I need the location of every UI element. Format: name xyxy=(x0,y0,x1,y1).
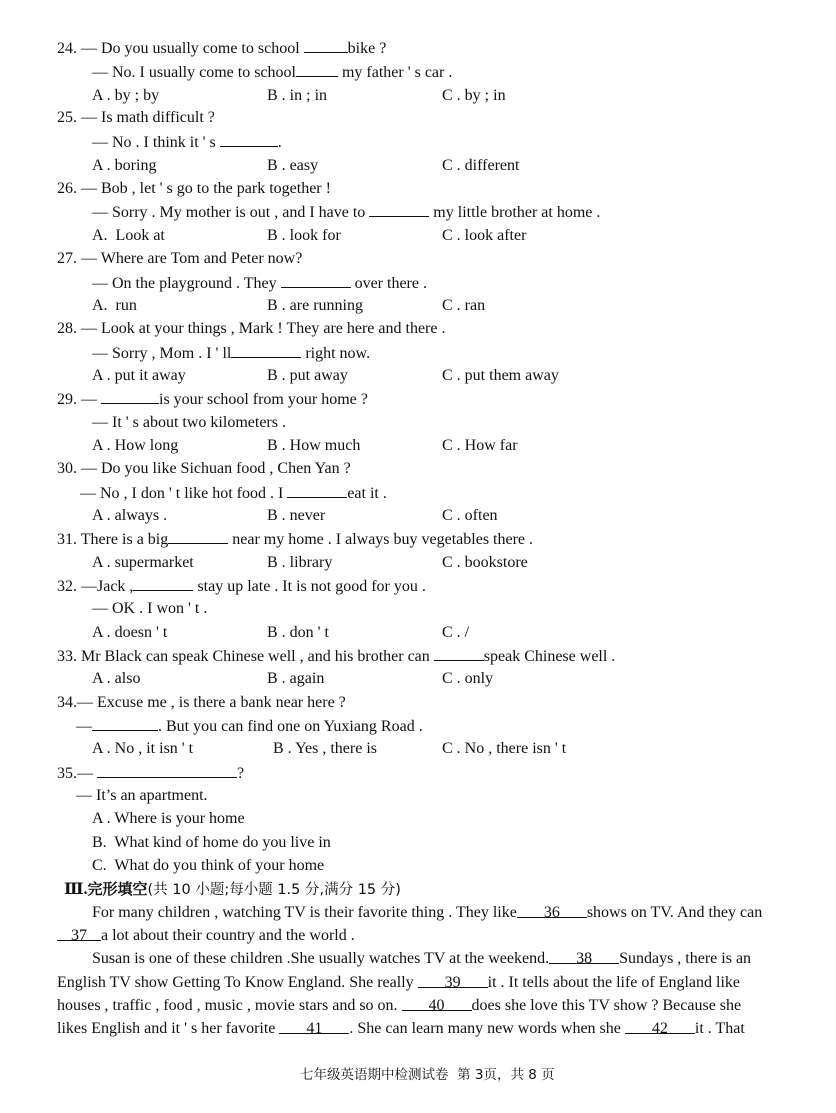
passage-line-1 xyxy=(92,903,762,923)
q31-option-b: B . library xyxy=(267,554,333,571)
q34-text: — Excuse me , is there a bank near here ? xyxy=(77,694,346,711)
passage-text: likes English and it ' s her favorite xyxy=(57,1020,280,1037)
q30-reply-text: — No , I don ' t like hot food . I xyxy=(80,485,288,502)
passage-text: . She can learn many new words when she xyxy=(349,1020,625,1037)
q35-option-b: B. What kind of home do you live in xyxy=(92,834,331,851)
q30-option-b: B . never xyxy=(267,507,326,524)
blank-36: 36 xyxy=(517,903,587,918)
q31-stem xyxy=(57,529,533,550)
blank-41: 41 xyxy=(279,1019,349,1034)
blank xyxy=(369,202,429,217)
q29-text-after: is your school from your home ? xyxy=(159,391,368,408)
q26-reply-after: my little brother at home . xyxy=(429,204,601,221)
q25-reply xyxy=(92,132,282,153)
q35-text: — xyxy=(77,765,97,782)
q35-reply: — It’s an apartment. xyxy=(76,787,208,804)
q32-number: 32. xyxy=(57,578,77,595)
section-title: 完形填空 xyxy=(87,880,148,898)
q34-reply-text: — xyxy=(76,718,92,735)
page-footer: 七年级英语期中检测试卷 第 3页，共 8 页 xyxy=(300,1067,555,1083)
q29-reply: — It ' s about two kilometers . xyxy=(92,414,286,431)
q29-stem xyxy=(57,389,368,410)
q30-reply-after: eat it . xyxy=(347,485,387,502)
q32-option-b: B . don ' t xyxy=(267,624,329,641)
q29-option-b: B . How much xyxy=(267,437,361,454)
q28-text: — Look at your things , Mark ! They are here and there . xyxy=(81,320,446,337)
q30-reply xyxy=(80,483,387,504)
q32-text: —Jack , xyxy=(81,578,134,595)
q33-text: Mr Black can speak Chinese well , and his brother can xyxy=(81,648,434,665)
q34-reply-after: . But you can find one on Yuxiang Road . xyxy=(158,718,423,735)
passage-text: Sundays , there is an xyxy=(619,950,752,967)
q33-option-a: A . also xyxy=(92,670,141,687)
q25-number: 25. xyxy=(57,109,77,126)
blank xyxy=(287,483,347,498)
q26-option-a: A. Look at xyxy=(92,227,165,244)
q33-stem xyxy=(57,646,615,667)
q24-option-c: C . by ; in xyxy=(442,87,506,104)
q33-option-c: C . only xyxy=(442,670,494,687)
q32-option-a: A . doesn ' t xyxy=(92,624,168,641)
q26-stem xyxy=(57,179,331,199)
passage-text: it . It tells about the life of England like xyxy=(487,974,741,991)
q35-text-after: ? xyxy=(237,765,245,782)
q32-option-c: C . / xyxy=(442,624,470,641)
passage-line-4 xyxy=(57,973,740,993)
blank-40: 40 xyxy=(402,996,472,1011)
q29-number: 29. xyxy=(57,391,77,408)
q27-text: — Where are Tom and Peter now? xyxy=(81,250,303,267)
q25-reply-after: . xyxy=(277,134,282,151)
q24-reply xyxy=(92,62,452,83)
q24-number: 24. xyxy=(57,40,77,57)
q34-option-a: A . No , it isn ' t xyxy=(92,740,194,757)
q28-reply xyxy=(92,343,370,364)
q32-stem xyxy=(57,576,426,597)
passage-text: does she love this TV show ? Because she xyxy=(471,997,742,1014)
q29-option-c: C . How far xyxy=(442,437,518,454)
q31-option-c: C . bookstore xyxy=(442,554,528,571)
section-number: Ⅲ. xyxy=(64,881,88,898)
q35-number: 35. xyxy=(57,765,77,782)
q24-option-a: A . by ; by xyxy=(92,87,160,104)
q24-text-after: bike ? xyxy=(347,40,387,57)
q31-text: There is a big xyxy=(80,531,169,548)
q30-number: 30. xyxy=(57,460,77,477)
q32-reply: — OK . I won ' t . xyxy=(92,600,208,617)
q28-reply-text: — Sorry , Mom . I ' ll xyxy=(92,345,232,362)
q25-option-c: C . different xyxy=(442,157,520,174)
q29-option-a: A . How long xyxy=(92,437,179,454)
passage-line-5 xyxy=(57,996,741,1016)
q27-option-c: C . ran xyxy=(442,297,486,314)
q33-number: 33. xyxy=(57,648,77,665)
blank xyxy=(220,132,278,147)
q24-stem xyxy=(57,38,386,59)
passage-text: houses , traffic , food , music , movie stars and so on. xyxy=(57,997,402,1014)
blank xyxy=(133,576,193,591)
q28-stem xyxy=(57,319,445,339)
q26-reply xyxy=(92,202,600,223)
q28-number: 28. xyxy=(57,320,77,337)
q27-reply-text: — On the playground . They xyxy=(92,275,281,292)
q26-text: — Bob , let ' s go to the park together ! xyxy=(81,180,331,197)
q35-option-c: C. What do you think of your home xyxy=(92,857,325,874)
q33-option-b: B . again xyxy=(267,670,325,687)
q34-stem xyxy=(57,693,346,713)
passage-text: Susan is one of these children .She usually watches TV at the weekend. xyxy=(92,950,550,967)
q25-option-b: B . easy xyxy=(267,157,319,174)
q28-option-b: B . put away xyxy=(267,367,348,384)
q28-option-c: C . put them away xyxy=(442,367,559,384)
passage-text: it . That xyxy=(694,1020,745,1037)
blank xyxy=(281,273,351,288)
passage-text: English TV show Getting To Know England. She really xyxy=(57,974,418,991)
blank-37: 37 xyxy=(57,926,101,941)
blank xyxy=(97,763,237,778)
blank-42: 42 xyxy=(625,1019,695,1034)
blank xyxy=(304,38,348,53)
blank xyxy=(168,529,228,544)
blank xyxy=(101,389,159,404)
q30-stem xyxy=(57,459,351,479)
passage-line-3 xyxy=(92,949,751,969)
q25-option-a: A . boring xyxy=(92,157,157,174)
q24-text: — Do you usually come to school xyxy=(81,40,304,57)
q24-reply-text: — No. I usually come to school xyxy=(92,64,296,81)
q25-text: — Is math difficult ? xyxy=(81,109,215,126)
q33-text-after: speak Chinese well . xyxy=(483,648,616,665)
q27-number: 27. xyxy=(57,250,77,267)
q26-option-b: B . look for xyxy=(267,227,341,244)
q27-option-a: A. run xyxy=(92,297,137,314)
blank-38: 38 xyxy=(549,949,619,964)
q30-option-c: C . often xyxy=(442,507,498,524)
q24-reply-after: my father ' s car . xyxy=(337,64,453,81)
q34-option-c: C . No , there isn ' t xyxy=(442,740,567,757)
q27-reply xyxy=(92,273,427,294)
passage-text: a lot about their country and the world . xyxy=(101,927,355,944)
q35-option-a: A . Where is your home xyxy=(92,810,245,827)
blank xyxy=(92,716,158,731)
q28-reply-after: right now. xyxy=(301,345,371,362)
q34-option-b: B . Yes , there is xyxy=(273,740,378,757)
blank-39: 39 xyxy=(418,973,488,988)
passage-line-6 xyxy=(57,1019,745,1039)
passage-text: shows on TV. And they can xyxy=(586,904,763,921)
q27-stem xyxy=(57,249,302,269)
blank xyxy=(296,62,338,77)
q26-option-c: C . look after xyxy=(442,227,527,244)
q27-option-b: B . are running xyxy=(267,297,363,314)
q29-text: — xyxy=(81,391,101,408)
q32-text-after: stay up late . It is not good for you . xyxy=(193,578,426,595)
q28-option-a: A . put it away xyxy=(92,367,186,384)
passage-text: For many children , watching TV is their favorite thing . They like xyxy=(92,904,517,921)
q27-reply-after: over there . xyxy=(350,275,427,292)
q31-number: 31. xyxy=(57,531,77,548)
q34-number: 34. xyxy=(57,694,77,711)
q31-option-a: A . supermarket xyxy=(92,554,194,571)
q35-stem xyxy=(57,763,244,784)
q26-number: 26. xyxy=(57,180,77,197)
q30-text: — Do you like Sichuan food , Chen Yan ? xyxy=(81,460,351,477)
q25-stem xyxy=(57,108,215,128)
q31-text-after: near my home . I always buy vegetables there . xyxy=(228,531,534,548)
blank xyxy=(434,646,484,661)
q26-reply-text: — Sorry . My mother is out , and I have to xyxy=(92,204,370,221)
q30-option-a: A . always . xyxy=(92,507,168,524)
blank xyxy=(231,343,301,358)
q25-reply-text: — No . I think it ' s xyxy=(92,134,220,151)
q24-option-b: B . in ; in xyxy=(267,87,328,104)
q34-reply xyxy=(76,716,423,737)
section-3-heading xyxy=(64,879,401,900)
passage-line-2 xyxy=(57,926,355,946)
section-note: (共 10 小题;每小题 1.5 分,满分 15 分) xyxy=(147,882,401,898)
